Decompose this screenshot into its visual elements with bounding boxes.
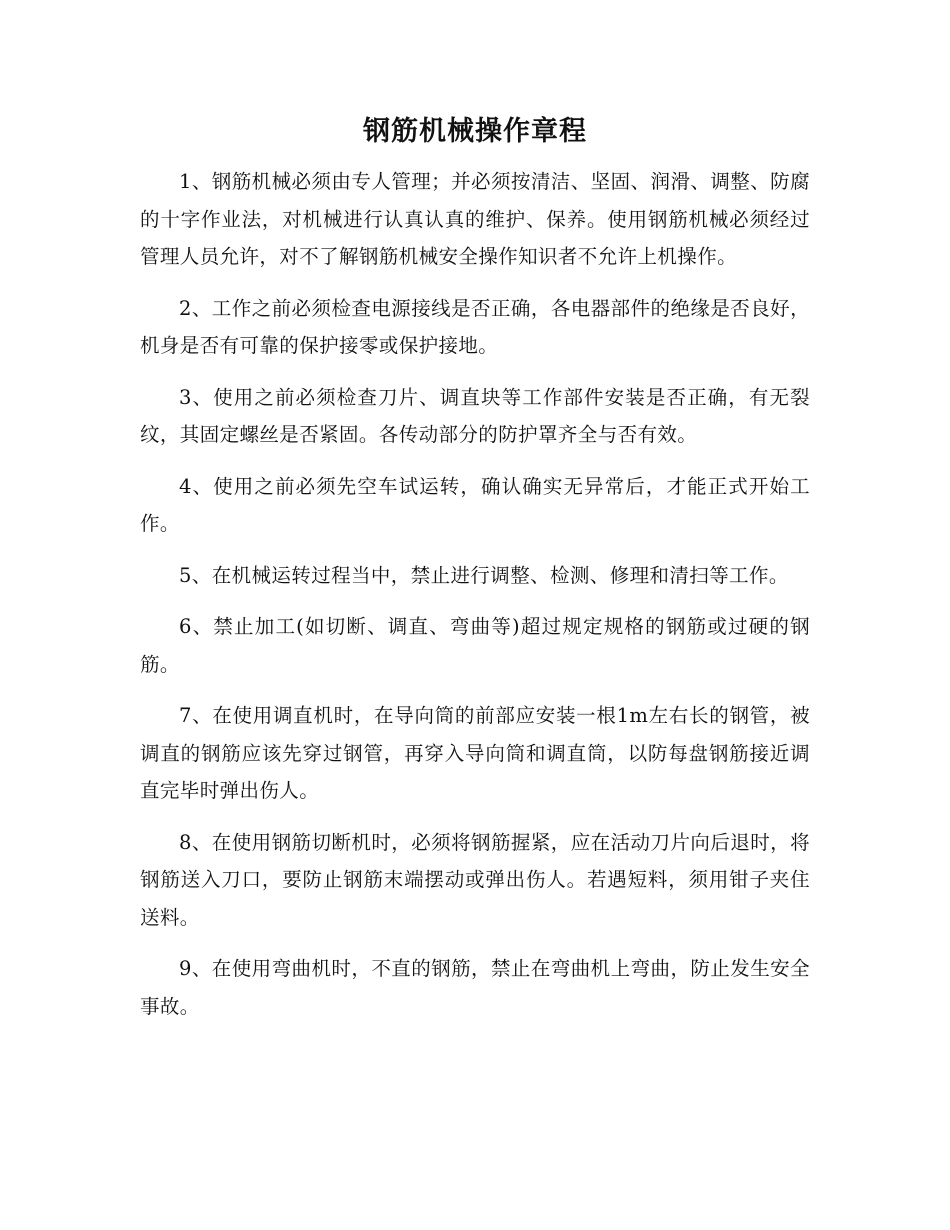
paragraph-3: 3、使用之前必须检查刀片、调直块等工作部件安装是否正确，有无裂纹，其固定螺丝是否紧固。各传动部分的防护罩齐全与否有效。 xyxy=(140,385,810,446)
paragraph-9: 9、在使用弯曲机时，不直的钢筋，禁止在弯曲机上弯曲，防止发生安全事故。 xyxy=(140,957,810,1018)
paragraph-8: 8、在使用钢筋切断机时，必须将钢筋握紧，应在活动刀片向后退时，将钢筋送入刀口，要防止钢筋末端摆动或弹出伤人。若遇短料，须用钳子夹住送料。 xyxy=(140,830,810,929)
paragraph-5: 5、在机械运转过程当中，禁止进行调整、检测、修理和清扫等工作。 xyxy=(179,563,789,587)
paragraph-2: 2、工作之前必须检查电源接线是否正确，各电器部件的绝缘是否良好，机身是否有可靠的保护接零或保护接地。 xyxy=(140,296,810,357)
paragraph-1: 1、钢筋机械必须由专人管理；并必须按清洁、坚固、润滑、调整、防腐的十字作业法，对机械进行认真认真的维护、保养。使用钢筋机械必须经过管理人员允许，对不了解钢筋机械安全操作知识者不允许上机操作。 xyxy=(140,170,810,268)
paragraph-7: 7、在使用调直机时，在导向筒的前部应安装一根1m左右长的钢管，被调直的钢筋应该先穿过钢管，再穿入导向筒和调直筒，以防每盘钢筋接近调直完毕时弹出伤人。 xyxy=(140,704,810,802)
paragraph-6: 6、禁止加工(如切断、调直、弯曲等)超过规定规格的钢筋或过硬的钢筋。 xyxy=(140,615,810,676)
body-text xyxy=(140,163,810,1039)
page-title: 钢筋机械操作章程 xyxy=(363,116,587,147)
paragraph-4: 4、使用之前必须先空车试运转，确认确实无异常后，才能正式开始工作。 xyxy=(140,474,810,535)
